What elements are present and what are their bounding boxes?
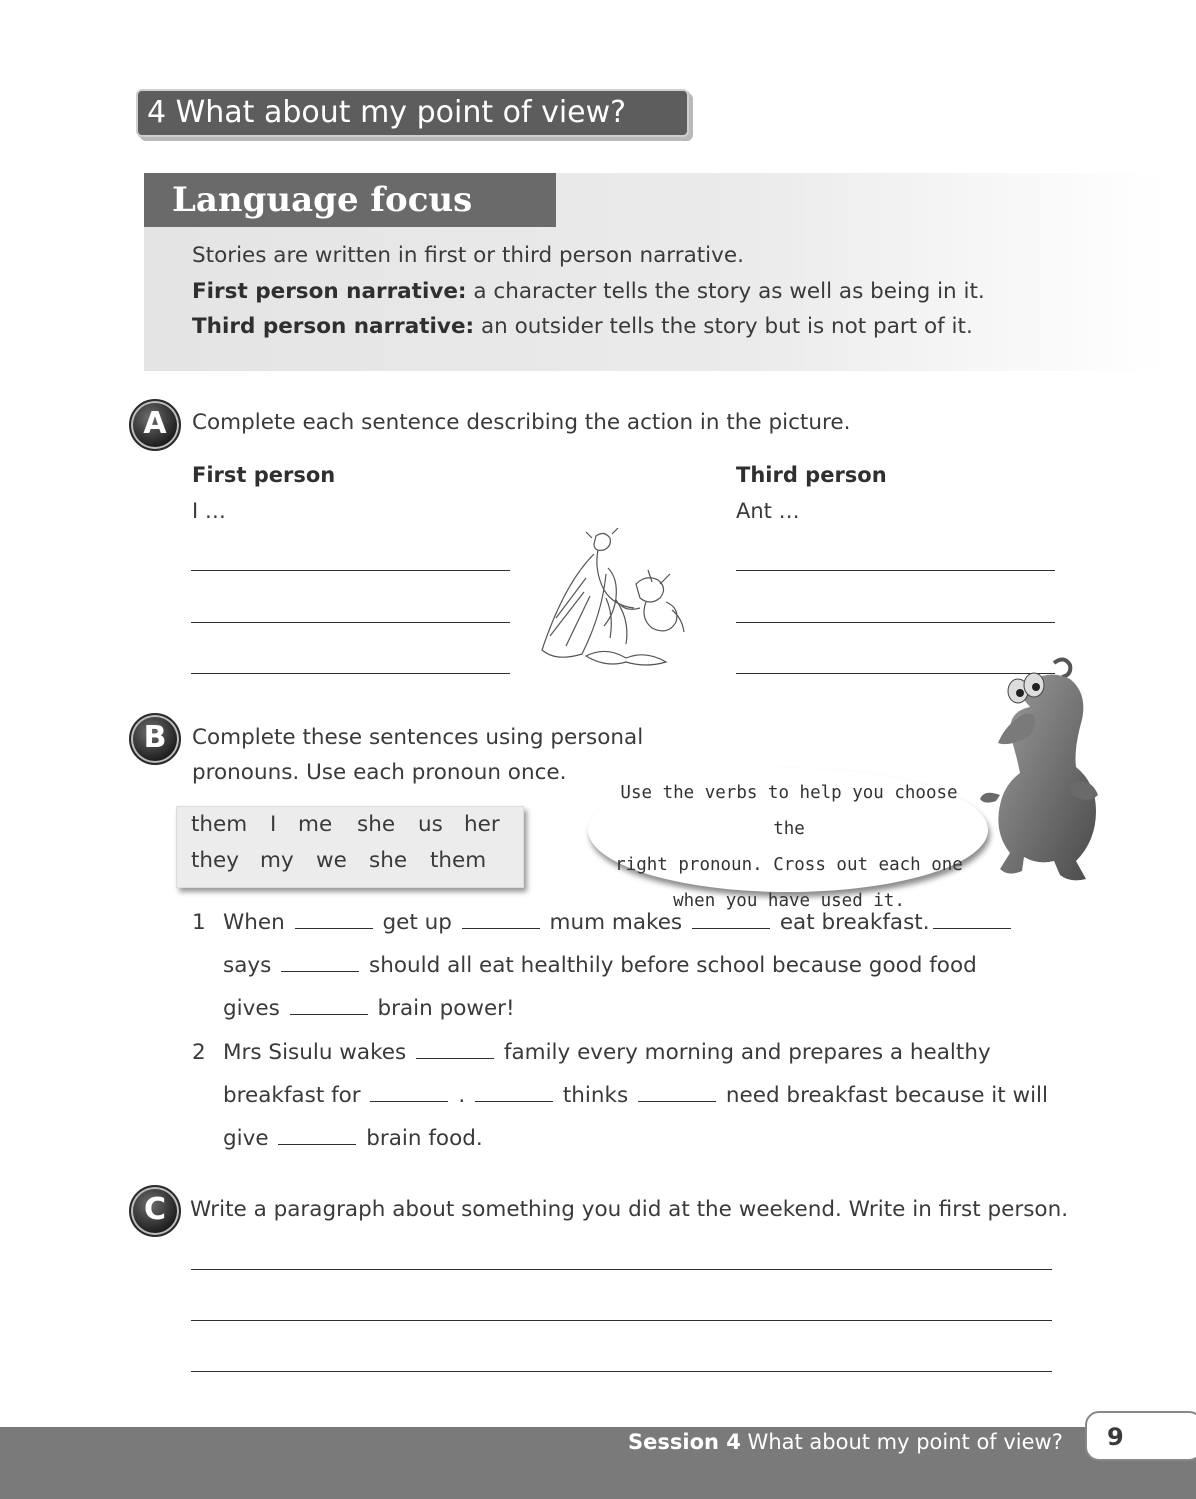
paragraph-answer-line[interactable] — [191, 1371, 1052, 1372]
page-number: 9 — [1085, 1411, 1196, 1461]
language-focus-heading: Language focus — [144, 173, 556, 227]
answer-blank[interactable] — [290, 996, 368, 1015]
grasshopper-and-ant-illustration — [536, 528, 698, 670]
question-text: give — [223, 1126, 269, 1151]
question-text: . — [458, 1083, 466, 1108]
speech-bubble-line: right pronoun. Cross out each one — [615, 855, 963, 875]
first-person-definition: a character tells the story as well as being in it. — [466, 279, 985, 304]
question-text: should all eat healthily before school because good food — [369, 953, 977, 978]
pronoun-word[interactable]: she — [369, 848, 408, 873]
question-text: get up — [382, 910, 452, 935]
question-2-line-1 — [223, 1040, 991, 1065]
speech-bubble-text — [600, 775, 978, 919]
duck-mascot-illustration — [970, 655, 1102, 890]
question-text: brain food. — [366, 1126, 483, 1151]
answer-blank[interactable] — [475, 1083, 553, 1102]
question-1-line-2 — [223, 953, 977, 978]
answer-blank[interactable] — [281, 953, 359, 972]
question-text: Mrs Sisulu wakes — [223, 1040, 407, 1065]
third-person-term: Third person narrative: — [192, 314, 475, 339]
question-text: need breakfast because it will — [725, 1083, 1049, 1108]
speech-bubble-line: Use the verbs to help you choose the — [620, 783, 958, 839]
pronoun-word[interactable]: us — [418, 812, 443, 837]
third-person-start: Ant … — [736, 499, 800, 523]
page-title: 4 What about my point of view? — [136, 89, 689, 137]
first-person-answer-line[interactable] — [191, 570, 510, 571]
question-2-line-3 — [223, 1126, 483, 1151]
third-person-definition: an outsider tells the story but is not part of it. — [474, 314, 973, 339]
question-text: gives — [223, 996, 280, 1021]
footer-session-label — [628, 1430, 1063, 1454]
question-text: brain power! — [377, 996, 515, 1021]
pronoun-word[interactable]: them — [430, 848, 487, 873]
answer-blank[interactable] — [370, 1083, 448, 1102]
paragraph-answer-line[interactable] — [191, 1269, 1052, 1270]
pronoun-word[interactable]: they — [191, 848, 240, 873]
section-b-instruction-line-2: pronouns. Use each pronoun once. — [192, 760, 567, 785]
section-a-instruction: Complete each sentence describing the action in the picture. — [192, 410, 851, 435]
pronoun-word[interactable]: we — [316, 848, 347, 873]
pronoun-word[interactable]: I — [270, 812, 277, 837]
first-person-answer-line[interactable] — [191, 673, 510, 674]
third-person-answer-line[interactable] — [736, 622, 1055, 623]
section-b-badge: B — [129, 713, 181, 765]
question-text: breakfast for — [223, 1083, 361, 1108]
first-person-start: I … — [192, 499, 226, 523]
language-focus-line-2 — [192, 279, 985, 304]
question-text: thinks — [562, 1083, 629, 1108]
paragraph-answer-line[interactable] — [191, 1320, 1052, 1321]
pronoun-word[interactable]: she — [357, 812, 396, 837]
question-text: family every morning and prepares a healthy — [503, 1040, 991, 1065]
question-1-line-3 — [223, 996, 515, 1021]
answer-blank[interactable] — [295, 910, 373, 929]
speech-bubble-line: when you have used it. — [673, 891, 905, 911]
footer-session-number: Session 4 — [628, 1430, 741, 1454]
section-c-instruction: Write a paragraph about something you did at the weekend. Write in first person. — [190, 1197, 1069, 1222]
answer-blank[interactable] — [278, 1126, 356, 1145]
question-text: eat breakfast. — [779, 910, 930, 935]
question-2-line-2 — [223, 1083, 1048, 1108]
question-1-line-1 — [223, 910, 1014, 935]
question-2-number: 2 — [192, 1040, 206, 1065]
answer-blank[interactable] — [692, 910, 770, 929]
section-b-instruction-line-1: Complete these sentences using personal — [192, 725, 644, 750]
question-text: mum makes — [549, 910, 683, 935]
pronoun-word[interactable]: her — [464, 812, 500, 837]
section-c-badge: C — [129, 1185, 181, 1237]
section-a-badge: A — [129, 399, 181, 451]
answer-blank[interactable] — [933, 910, 1011, 929]
language-focus-line-3 — [192, 314, 973, 339]
first-person-term: First person narrative: — [192, 279, 467, 304]
answer-blank[interactable] — [462, 910, 540, 929]
question-text: says — [223, 953, 272, 978]
pronoun-word[interactable]: my — [260, 848, 294, 873]
answer-blank[interactable] — [638, 1083, 716, 1102]
third-person-heading: Third person — [736, 463, 887, 487]
first-person-heading: First person — [192, 463, 336, 487]
pronoun-word[interactable]: them — [191, 812, 248, 837]
language-focus-line-1: Stories are written in first or third person narrative. — [192, 243, 744, 268]
pronoun-word[interactable]: me — [298, 812, 333, 837]
footer-session-title: What about my point of view? — [740, 1430, 1063, 1454]
third-person-answer-line[interactable] — [736, 570, 1055, 571]
question-text: When — [223, 910, 285, 935]
first-person-answer-line[interactable] — [191, 622, 510, 623]
question-1-number: 1 — [192, 910, 206, 935]
answer-blank[interactable] — [416, 1040, 494, 1059]
